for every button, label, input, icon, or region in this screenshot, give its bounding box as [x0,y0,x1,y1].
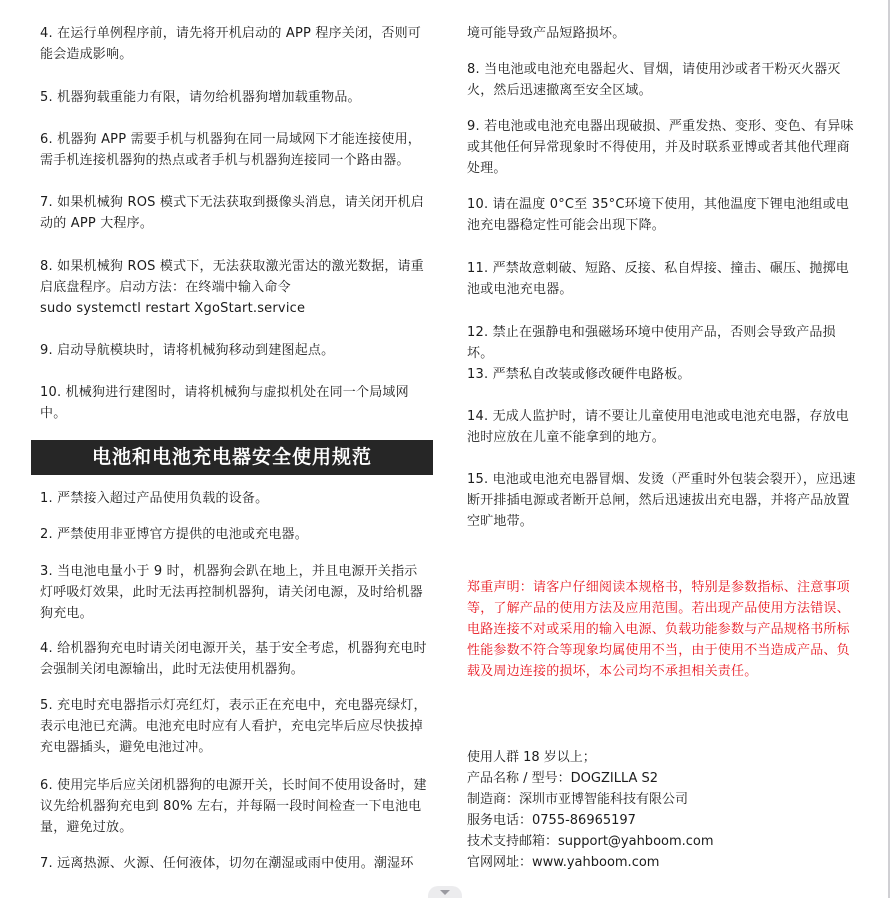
section-title-battery-safety: 电池和电池充电器安全使用规范 [31,440,433,475]
battery-item-3: 3. 当电池电量小于 9 时，机器狗会趴在地上，并且电源开关指示灯呼吸灯效果，此时无法再控制机器狗，请关闭电源，及时给机器狗充电。 [40,564,423,621]
scroll-down-icon[interactable] [428,886,462,898]
disclaimer-notice: 郑重声明：请客户仔细阅读本规格书，特别是参数指标、注意事项等，了解产品的使用方法及应用范围。若出现产品使用方法错误、电路连接不对或采用的输入电源、负载功能参数与产品规格书所标性能参数不符合等现象均属使用不当，由于使用不当造成产品、负载及周边连接的损坏，本公司均不承担相关责任。 [467,580,850,679]
battery-item-7: 7. 远离热源、火源、任何液体，切勿在潮湿或雨中使用。潮湿环 [40,856,414,871]
info-website: 官网网址：www.yahboom.com [467,855,660,870]
battery-item-7-continued: 境可能导致产品短路损坏。 [467,26,626,41]
battery-item-13: 13. 严禁私自改装或修改硬件电路板。 [467,367,691,382]
battery-item-14: 14. 无成人监护时，请不要让儿童使用电池或电池充电器，存放电池时应放在儿童不能拿到的地方。 [467,409,850,445]
battery-item-6: 6. 使用完毕后应关闭机器狗的电源开关，长时间不使用设备时，建议先给机器狗充电到 80% 左右，并每隔一段时间检查一下电池电量，避免过放。 [40,778,427,835]
note-item-8: 8. 如果机械狗 ROS 模式下，无法获取激光雷达的激光数据，请重启底盘程序。启动方法：在终端中输入命令 [40,259,424,295]
note-item-7: 7. 如果机械狗 ROS 模式下无法获取到摄像头消息，请关闭开机启动的 APP 大程序。 [40,195,424,231]
battery-item-10: 10. 请在温度 0°C至 35°C环境下使用，其他温度下锂电池组或电池充电器稳定性可能会出现下降。 [467,197,850,233]
info-manufacturer: 制造商：深圳市亚博智能科技有限公司 [467,792,689,807]
battery-item-8: 8. 当电池或电池充电器起火、冒烟，请使用沙或者干粉灭火器灭火，然后迅速撤离至安全区域。 [467,62,841,98]
battery-item-1: 1. 严禁接入超过产品使用负载的设备。 [40,491,269,506]
battery-item-15: 15. 电池或电池充电器冒烟、发烫（严重时外包装会裂开），应迅速断开排插电源或者断开总闸，然后迅速拔出充电器，并将产品放置空旷地带。 [467,472,856,529]
note-item-6: 6. 机器狗 APP 需要手机与机器狗在同一局域网下才能连接使用，需手机连接机器狗的热点或者手机与机器狗连接同一个路由器。 [40,132,421,168]
battery-item-2: 2. 严禁使用非亚博官方提供的电池或充电器。 [40,527,308,542]
battery-item-12: 12. 禁止在强静电和强磁场环境中使用产品，否则会导致产品损坏。 [467,325,836,361]
info-email: 技术支持邮箱：support@yahboom.com [467,834,714,849]
battery-item-4: 4. 给机器狗充电时请关闭电源开关，基于安全考虑，机器狗充电时会强制关闭电源输出，此时无法使用机器狗。 [40,641,427,677]
info-phone: 服务电话：0755-86965197 [467,813,636,828]
battery-item-11: 11. 严禁故意刺破、短路、反接、私自焊接、撞击、碾压、抛掷电池或电池充电器。 [467,261,850,297]
note-item-4: 4. 在运行单例程序前，请先将开机启动的 APP 程序关闭，否则可能会造成影响。 [40,26,421,62]
note-item-5: 5. 机器狗载重能力有限，请勿给机器狗增加载重物品。 [40,90,361,105]
note-item-10: 10. 机械狗进行建图时，请将机械狗与虚拟机处在同一个局域网中。 [40,385,409,421]
battery-item-9: 9. 若电池或电池充电器出现破损、严重发热、变形、变色、有异味或其他任何异常现象时不得使用，并及时联系亚博或者其他代理商处理。 [467,119,854,176]
command-line: sudo systemctl restart XgoStart.service [40,301,306,316]
info-age: 使用人群 18 岁以上； [467,750,596,765]
battery-item-5: 5. 充电时充电器指示灯亮红灯，表示正在充电中，充电器亮绿灯，表示电池已充满。电池充电时应有人看护，充电完毕后应尽快拔掉充电器插头，避免电池过冲。 [40,698,427,755]
note-item-9: 9. 启动导航模块时，请将机械狗移动到建图起点。 [40,343,335,358]
info-product: 产品名称 / 型号：DOGZILLA S2 [467,771,659,786]
